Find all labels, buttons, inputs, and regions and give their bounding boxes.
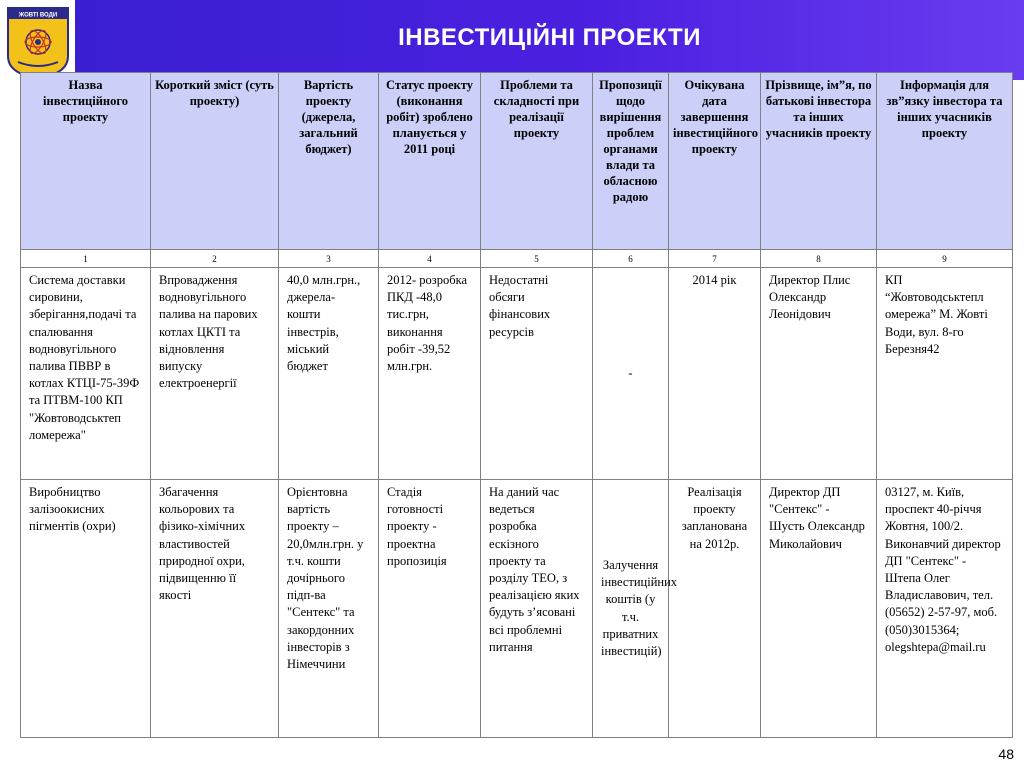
table-cell: 2012- розробка ПКД -48,0 тис.грн, виконання робіт -39,52 млн.грн. bbox=[379, 268, 481, 480]
column-number: 8 bbox=[761, 250, 877, 268]
page-number: 48 bbox=[998, 746, 1014, 762]
table-cell: КП “Жовтоводськтепл омережа” М. Жовті Води, вул. 8-го Березня42 bbox=[877, 268, 1013, 480]
column-number-row bbox=[21, 250, 1013, 268]
table-cell: Виробництво залізоокисних пігментів (охри) bbox=[21, 480, 151, 738]
table-cell: 03127, м. Київ, проспект 40-річчя Жовтня, 100/2. Виконавчий директор ДП "Сентекс" - Штепа Олег Владиславович, тел. (05652) 2-57-97, моб.(050)3015364; olegshtepa@mail.ru bbox=[877, 480, 1013, 738]
column-number: 9 bbox=[877, 250, 1013, 268]
table-cell: - bbox=[593, 268, 669, 480]
table-cell: Стадія готовності проекту - проектна пропозиція bbox=[379, 480, 481, 738]
city-emblem-icon bbox=[4, 4, 72, 80]
header-contact-info: Інформація для зв”язку інвестора та інших учасників проекту bbox=[877, 73, 1013, 250]
table-cell: Директор ДП "Сентекс" - Шусть Олександр Миколайович bbox=[761, 480, 877, 738]
column-number: 1 bbox=[21, 250, 151, 268]
header-cost: Вартість проекту (джерела, загальний бюджет) bbox=[279, 73, 379, 250]
table-cell: На даний час ведеться розробка ескізного проекту та розділу ТЕО, з реалізацією яких будуть з’ясовані всі проблемні питання bbox=[481, 480, 593, 738]
table-cell: Впровадження водновугільного палива на парових котлах ЦКТІ та відновлення випуску електроенергії bbox=[151, 268, 279, 480]
emblem-label: ЖОВТІ ВОДИ bbox=[18, 12, 58, 19]
column-number: 7 bbox=[669, 250, 761, 268]
header-problems: Проблеми та складності при реалізації проекту bbox=[481, 73, 593, 250]
header-investor-name: Прізвище, ім”я, по батькові інвестора та інших учасників проекту bbox=[761, 73, 877, 250]
column-number: 4 bbox=[379, 250, 481, 268]
header-completion-date: Очікувана дата завершення інвестиційного проекту bbox=[669, 73, 761, 250]
header-status: Статус проекту (виконання робіт) зроблено планується у 2011 році bbox=[379, 73, 481, 250]
header-summary: Короткий зміст (суть проекту) bbox=[151, 73, 279, 250]
column-number: 2 bbox=[151, 250, 279, 268]
investment-projects-table bbox=[20, 72, 1013, 738]
header-proposals: Пропозиції щодо вирішення проблем органами влади та обласною радою bbox=[593, 73, 669, 250]
table-cell: Орієнтовна вартість проекту – 20,0млн.грн. у т.ч. кошти дочірнього підп-ва "Сентекс" та закордонних інвесторів з Німеччини bbox=[279, 480, 379, 738]
column-number: 5 bbox=[481, 250, 593, 268]
table-cell: Збагачення кольорових та фізико-хімічних властивостей природної охри, підвищенню її якості bbox=[151, 480, 279, 738]
table-cell: Система доставки сировини, зберігання,подачі та спалювання водновугільного палива ПВВР в котлах КТЦІ-75-39Ф та ПТВМ-100 КП "Жовтоводськтеп ломережа" bbox=[21, 268, 151, 480]
table-row bbox=[21, 268, 1013, 480]
table-cell: 40,0 млн.грн., джерела- кошти інвестрів, міський бюджет bbox=[279, 268, 379, 480]
table-cell: Недостатні обсяги фінансових ресурсів bbox=[481, 268, 593, 480]
header-row bbox=[21, 73, 1013, 250]
column-number: 3 bbox=[279, 250, 379, 268]
table-cell: Директор Плис Олександр Леонідович bbox=[761, 268, 877, 480]
page-title: ІНВЕСТИЦІЙНІ ПРОЕКТИ bbox=[398, 24, 701, 51]
table-row bbox=[21, 480, 1013, 738]
header-project-name: Назва інвестиційного проекту bbox=[21, 73, 151, 250]
table-cell: Реалізація проекту запланована на 2012р. bbox=[669, 480, 761, 738]
title-banner bbox=[0, 0, 1024, 80]
table-cell: Залучення інвестиційних коштів (у т.ч. приватних інвестицій) bbox=[593, 480, 669, 738]
column-number: 6 bbox=[593, 250, 669, 268]
table-cell: 2014 рік bbox=[669, 268, 761, 480]
